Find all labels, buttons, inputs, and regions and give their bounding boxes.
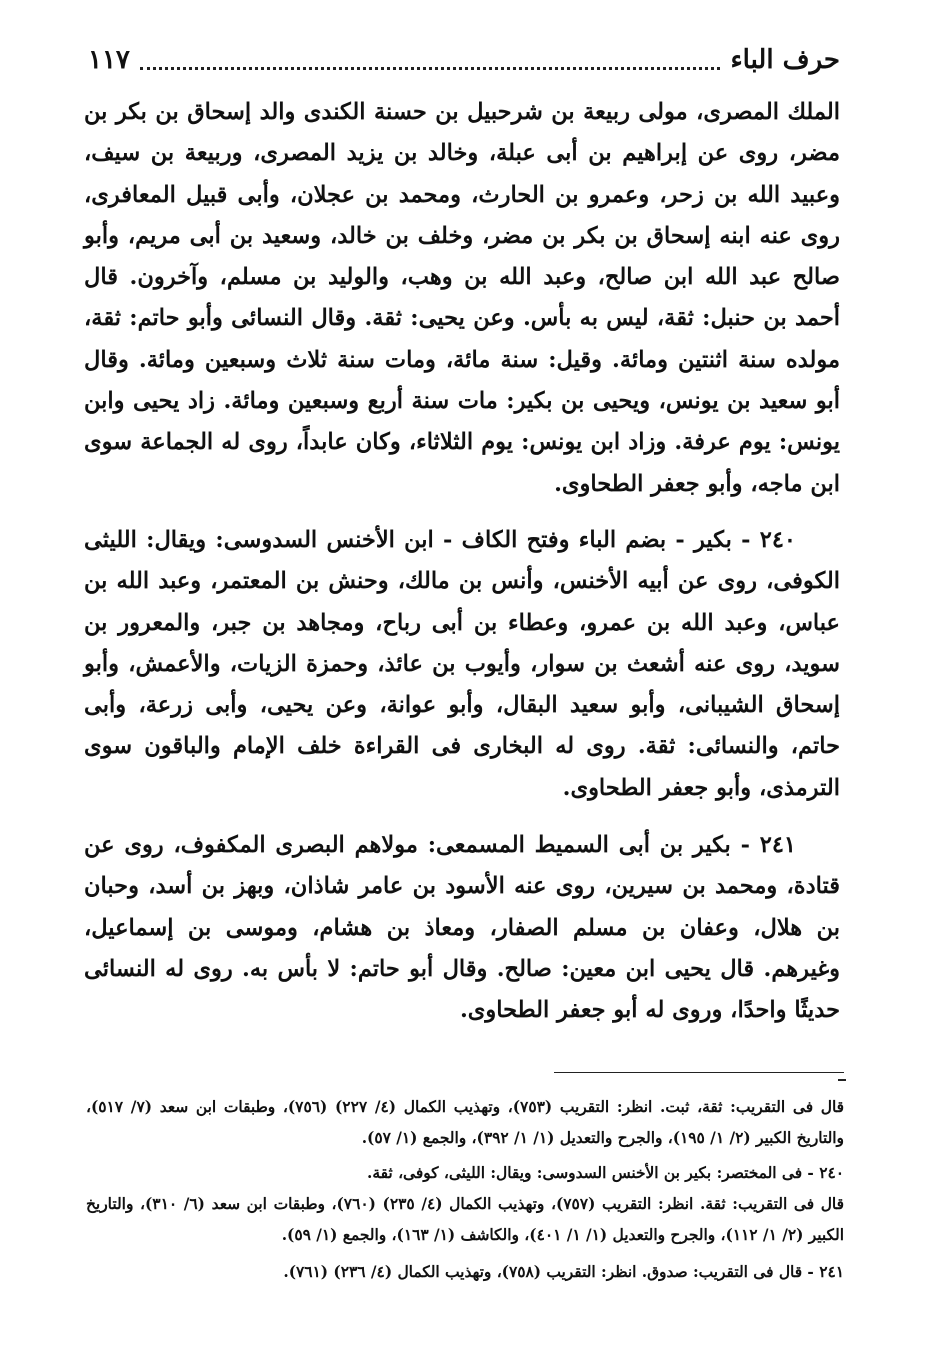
- footnote-previous-entry: قال فى التقريب: ثقة، ثبت. انظر: التقريب (٧٥٣)، وتهذيب الكمال (٤/ ٢٢٧) (٧٥٦)، وطبقات ابن سعد (٧/ ٥١٧)، والتاريخ الكبير (٢/ ١/ ١٩٥)، والجرح والتعديل (١/ ١/ ٣٩٢)، والجمع (١/ ٥٧).: [86, 1098, 845, 1147]
- footnote-divider-mark: [838, 1079, 846, 1081]
- footnote-241: ٢٤١ - قال فى التقريب: صدوق. انظر: التقريب (٧٥٨)، وتهذيب الكمال (٤/ ٢٣٦) (٧٦١).: [283, 1263, 844, 1281]
- page-number: ١١٧: [88, 45, 130, 75]
- dot-leader: [140, 67, 721, 70]
- entry-241: ٢٤١ - بكير بن أبى السميط المسمعى: مولاهم البصرى المكفوف، روى عن قتادة، ومحمد بن سيرين، روى عنه الأسود بن عامر شاذان، وبهز بن أسد، وحبان بن هلال، وعفان بن مسلم الصفار، ومعاذ بن هشام، وموسى بن إسماعيل، وغيرهم. قال يحيى ابن معين: صالح. وقال أبو حاتم: لا بأس به. روى له النسائى حديثًا واحدًا، وروى له أبو جعفر الطحاوى.: [84, 832, 840, 1024]
- footnote-divider: [554, 1072, 844, 1073]
- main-text: [84, 92, 840, 1032]
- running-header: [88, 36, 840, 84]
- entry-240: ٢٤٠ - بكير - بضم الباء وفتح الكاف - ابن الأخنس السدوسى: ويقال: الليثى الكوفى، روى عن أبيه الأخنس، وأنس بن مالك، وحنش بن المعتمر، وعبد الله بن عباس، وعبد الله بن عمرو، وعطاء بن أبى رباح، ومجاهد بن جبر، والمعرور بن سويد، روى عنه أشعث بن سوار، وأيوب بن عائذ، وحمزة الزيات، والأعمش، وأبو إسحاق الشيبانى، وأبو سعيد البقال، وأبو عوانة، وعن يحيى، وأبى زرعة، وأبى حاتم، والنسائى: ثقة. روى له البخارى فى القراءة خلف الإمام والباقون سوى الترمذى، وأبو جعفر الطحاوى.: [84, 526, 840, 801]
- section-title: حرف الباء: [730, 45, 840, 75]
- footnote-240-summary: ٢٤٠ - فى المختصر: بكير بن الأخنس السدوسى: ويقال: الليثى، كوفى، ثقة.: [367, 1164, 844, 1182]
- footnotes: [86, 1092, 844, 1288]
- continued-paragraph: الملك المصرى، مولى ربيعة بن شرحبيل بن حسنة الكندى والد إسحاق بن بكر بن مضر، روى عن إبراهيم بن أبى عبلة، وخالد بن يزيد المصرى، وربيعة بن سيف، وعبيد الله بن زحر، وعمرو بن الحارث، ومحمد بن عجلان، وأبى قبيل المعافرى، روى عنه ابنه إسحاق بن بكر بن مضر، وخلف بن خالد، وسعيد بن أبى مريم، وأبو صالح عبد الله ابن صالح، وعبد الله بن وهب، والوليد بن مسلم، وآخرون. قال أحمد بن حنبل: ثقة، ليس به بأس. وعن يحيى: ثقة. وقال النسائى وأبو حاتم: ثقة، مولده سنة اثنتين ومائة. وقيل: سنة مائة، ومات سنة ثلاث وسبعين ومائة. وقال أبو سعيد بن يونس، ويحيى بن بكير: مات سنة أربع وسبعين ومائة. زاد يحيى وابن يونس: يوم عرفة. وزاد ابن يونس: يوم الثلاثاء، وكان عابداً، روى له الجماعة سوى ابن ماجه، وأبو جعفر الطحاوى.: [84, 99, 840, 497]
- footnote-240-references: قال فى التقريب: ثقة. انظر: التقريب (٧٥٧)، وتهذيب الكمال (٤/ ٢٣٥) (٧٦٠)، وطبقات ابن سعد (٦/ ٣١٠)، والتاريخ الكبير (٢/ ١/ ١١٢)، والجرح والتعديل (١/ ١/ ٤٠١)، والكاشف (١/ ١٦٣)، والجمع (١/ ٥٩).: [86, 1195, 844, 1244]
